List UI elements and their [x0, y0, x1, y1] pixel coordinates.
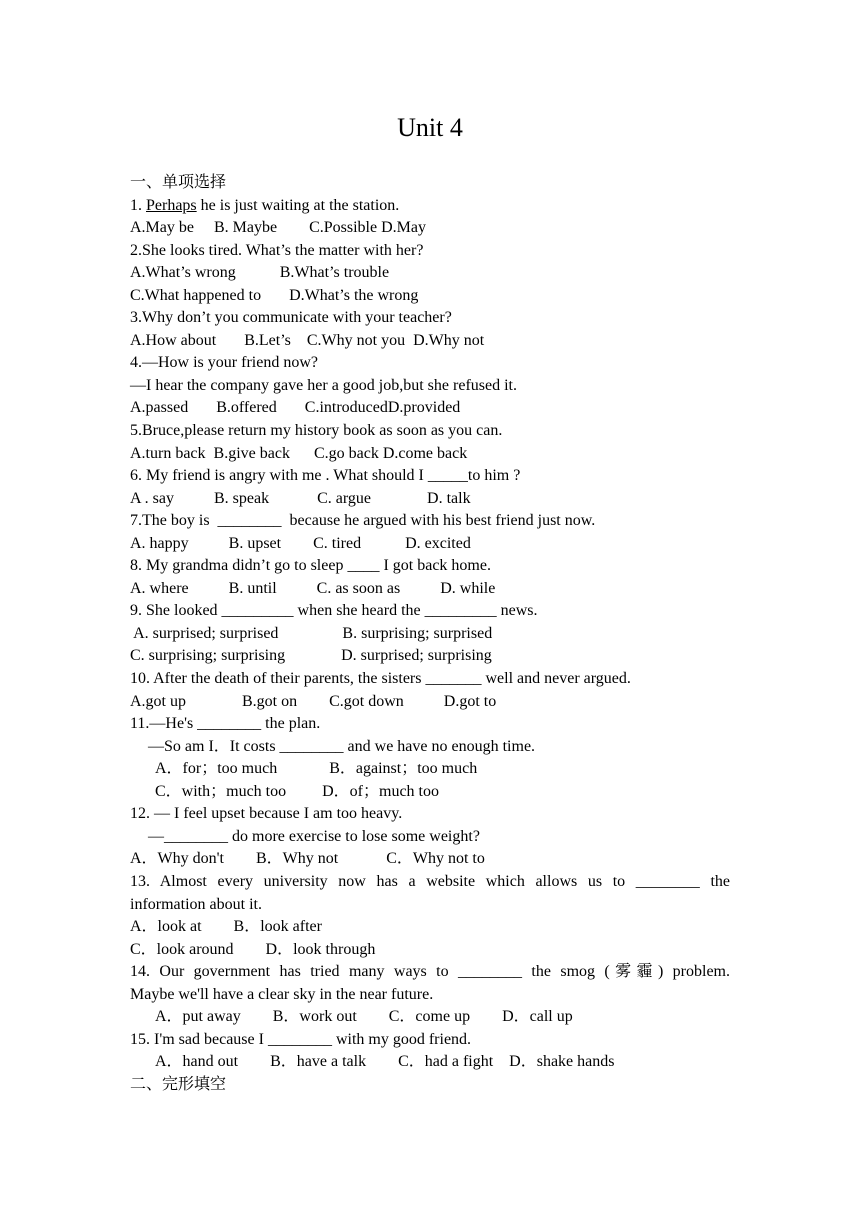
- question-2-options-b: C.What happened to D.What’s the wrong: [130, 286, 419, 304]
- question-number: 1.: [130, 196, 146, 214]
- section-heading-cloze: 二、完形填空: [130, 1075, 227, 1093]
- question-12: 12. — I feel upset because I am too heavy.: [130, 805, 403, 823]
- question-9: 9. She looked _________ when she heard the _________ news.: [130, 602, 538, 620]
- question-4-options: A.passed B.offered C.introducedD.provided: [130, 399, 461, 417]
- question-13: 13. Almost every university now has a website which allows us to ________ the: [130, 872, 730, 890]
- question-13-continued: information about it.: [130, 895, 262, 913]
- question-11-dialogue: —So am I．It costs ________ and we have no enough time.: [148, 737, 536, 755]
- question-11-options-b: C．with；much too D．of；much too: [155, 782, 439, 800]
- question-9-options-b: C. surprising; surprising D. surprised; surprising: [130, 647, 492, 665]
- question-6: 6. My friend is angry with me . What should I _____to him ?: [130, 467, 521, 485]
- question-text: he is just waiting at the station.: [196, 196, 400, 214]
- question-5-options: A.turn back B.give back C.go back D.come back: [130, 444, 468, 462]
- question-15: 15. I'm sad because I ________ with my good friend.: [130, 1030, 472, 1048]
- question-10: 10. After the death of their parents, the sisters _______ well and never argued.: [130, 670, 631, 688]
- question-10-options: A.got up B.got on C.got down D.got to: [130, 692, 497, 710]
- section-heading-multiple-choice: 一、单项选择: [130, 174, 227, 191]
- page-title: Unit 4: [397, 113, 463, 142]
- question-1-options: A.May be B. Maybe C.Possible D.May: [130, 219, 426, 237]
- question-3: 3.Why don’t you communicate with your teacher?: [130, 309, 452, 327]
- question-14: 14. Our government has tried many ways to ________ the smog (雾霾) problem.: [130, 963, 730, 981]
- question-15-options: A．hand out B．have a talk C．had a fight D．shake hands: [155, 1053, 615, 1071]
- question-13-options-b: C．look around D．look through: [130, 940, 376, 958]
- question-8-options: A. where B. until C. as soon as D. while: [130, 579, 496, 597]
- question-1: [130, 195, 730, 218]
- question-12-options: A．Why don't B．Why not C．Why not to: [130, 850, 485, 868]
- underlined-word: Perhaps: [146, 196, 197, 214]
- question-2: 2.She looks tired. What’s the matter with her?: [130, 241, 424, 259]
- question-14-continued: Maybe we'll have a clear sky in the near future.: [130, 985, 434, 1003]
- question-6-options: A . say B. speak C. argue D. talk: [130, 489, 471, 507]
- worksheet-body: [130, 172, 730, 1096]
- question-12-dialogue: —________ do more exercise to lose some weight?: [148, 827, 480, 845]
- question-5: 5.Bruce,please return my history book as soon as you can.: [130, 422, 503, 440]
- question-4-dialogue: —I hear the company gave her a good job,but she refused it.: [130, 376, 517, 394]
- question-9-options-a: A. surprised; surprised B. surprising; surprised: [130, 624, 493, 642]
- question-3-options: A.How about B.Let’s C.Why not you D.Why not: [130, 331, 485, 349]
- question-14-options: A．put away B．work out C．come up D．call up: [155, 1008, 573, 1026]
- question-4: 4.—How is your friend now?: [130, 354, 318, 372]
- question-11: 11.—He's ________ the plan.: [130, 715, 321, 733]
- question-7-options: A. happy B. upset C. tired D. excited: [130, 534, 471, 552]
- question-7: 7.The boy is ________ because he argued with his best friend just now.: [130, 512, 596, 530]
- question-8: 8. My grandma didn’t go to sleep ____ I got back home.: [130, 557, 491, 575]
- question-11-options-a: A．for；too much B．against；too much: [155, 760, 478, 778]
- question-13-options-a: A．look at B．look after: [130, 918, 322, 936]
- question-2-options-a: A.What’s wrong B.What’s trouble: [130, 264, 390, 282]
